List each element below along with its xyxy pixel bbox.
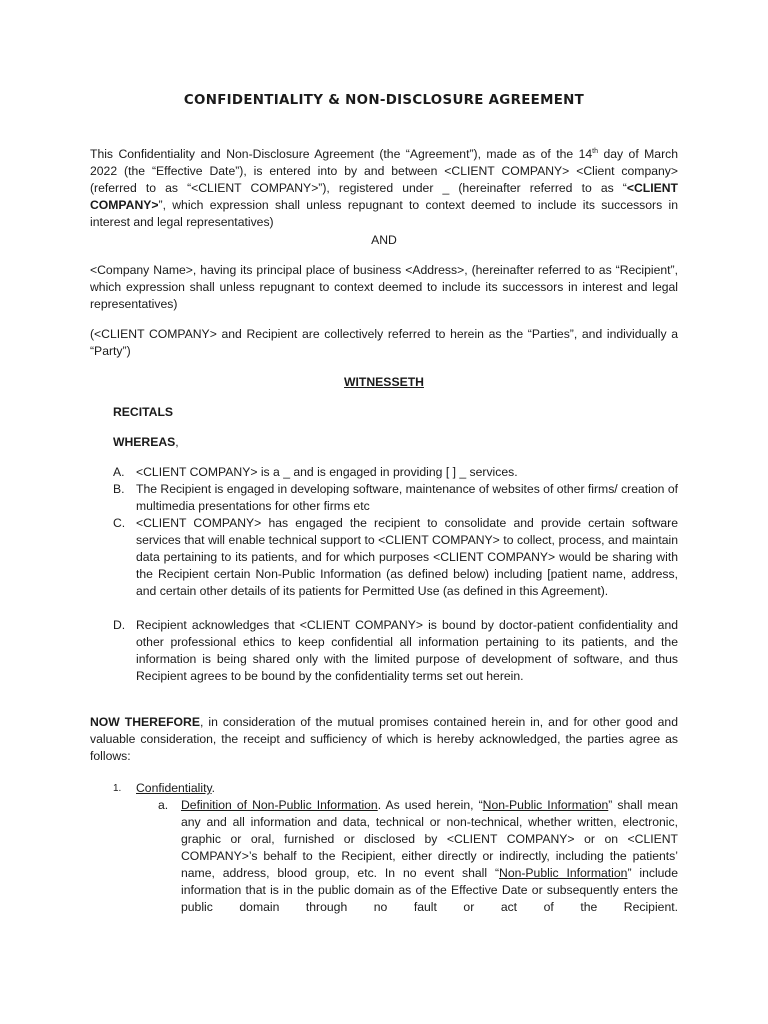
now-therefore-paragraph: NOW THEREFORE, in consideration of the mutual promises contained herein in, and for other good and valuable consideration, the receipt and sufficiency of which is hereby acknowledged, the parties agree as follows: <box>90 715 678 763</box>
second-party-paragraph: <Company Name>, having its principal place of business <Address>, (hereinafter referred to as “Recipient”, which expression shall unless repugnant to context deemed to include its successors in interest and legal representatives) <box>90 263 678 311</box>
recital-item-d: D. Recipient acknowledges that <CLIENT COMPANY> is bound by doctor-patient confidentiality and other professional ethics to keep confidential all information pertaining to its patients, and the information is being shared only with the limited purpose of development of software, and thus Recipient agrees to be bound by the confidentiality terms set out herein. <box>113 618 678 683</box>
witnesseth-heading: WITNESSETH <box>344 375 424 389</box>
subsection-a-definition: a. Definition of Non-Public Information. As used herein, “Non-Public Information” shall mean any and all information and data, technical or non-technical, whether written, electronic, graphic or oral, furnished or disclosed by <CLIENT COMPANY> or on <CLIENT COMPANY>’s behalf to the Recipient, either directly or indirectly, including the patients’ name, address, blood group, etc. In no event shall “Non-Public Information” include information that is in the public domain as of the Effective Date or subsequently enters the public domain through no fault or act of the Recipient. <box>158 798 679 914</box>
and-label: AND <box>371 233 397 247</box>
section-1-confidentiality: 1. Confidentiality. <box>113 781 216 795</box>
document-title: CONFIDENTIALITY & NON-DISCLOSURE AGREEMENT <box>183 93 585 108</box>
intro-paragraph: This Confidentiality and Non-Disclosure Agreement (the “Agreement”), made as of the 14th day of March 2022 (the “Effective Date”), is entered into by and between <CLIENT COMPANY> <Client company> (referred to as “<CLIENT COMPANY>”), registered under _ (hereinafter referred to as “<CLIENT COMPANY>”, which expression shall unless repugnant to context deemed to include its successors in interest and legal representatives) <box>90 147 678 229</box>
recital-item-b: B. The Recipient is engaged in developing software, maintenance of websites of other firms/ creation of multimedia presentations for other firms etc <box>113 482 678 513</box>
recital-item-c: C. <CLIENT COMPANY> has engaged the recipient to consolidate and provide certain software services that will enable technical support to <CLIENT COMPANY> to collect, process, and maintain data pertaining to its patients, and for which purposes <CLIENT COMPANY> would be sharing with the Recipient certain Non-Public Information (as defined below) including [patient name, address, and certain other details of its patients for Permitted Use (as defined in this Agreement). <box>113 516 678 598</box>
recitals-heading: RECITALS <box>113 405 174 419</box>
recital-item-a: A. <CLIENT COMPANY> is a _ and is engaged in providing [ ] _ services. <box>113 465 518 479</box>
parties-paragraph: (<CLIENT COMPANY> and Recipient are collectively referred to herein as the “Parties”, and individually a “Party”) <box>90 327 678 358</box>
whereas-heading: WHEREAS, <box>113 435 179 449</box>
